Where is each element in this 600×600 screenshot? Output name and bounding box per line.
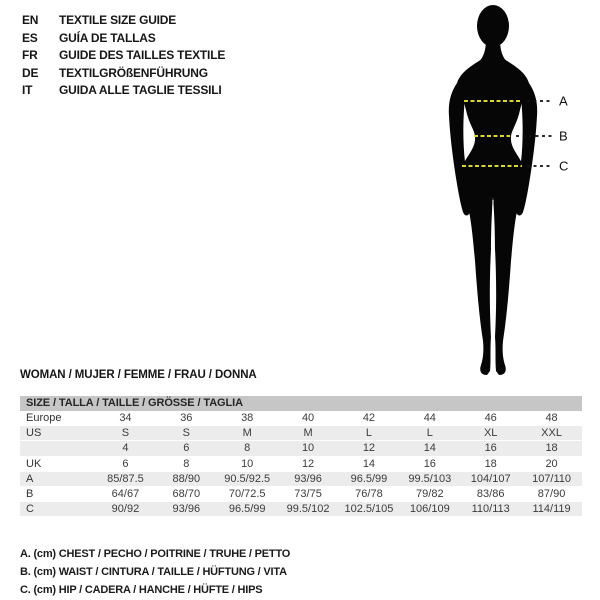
table-cell: 96.5/99 <box>228 503 266 516</box>
measure-label-c: C <box>559 158 569 174</box>
table-cell: 88/90 <box>172 472 201 485</box>
language-code: EN <box>22 13 39 27</box>
language-label: TEXTILGRÖßENFÜHRUNG <box>59 65 208 80</box>
table-cell: 6 <box>122 457 129 470</box>
table-row <box>20 472 582 487</box>
measure-label-a: A <box>559 93 568 109</box>
table-cell: 42 <box>362 412 376 424</box>
table-cell: 8 <box>244 442 251 455</box>
language-label: GUIDA ALLE TAGLIE TESSILI <box>59 83 222 97</box>
table-cell: M <box>303 427 313 440</box>
table-cell: 44 <box>423 412 436 424</box>
table-cell: 12 <box>362 442 376 455</box>
row-label: A <box>26 472 34 485</box>
row-label: US <box>26 427 42 440</box>
language-code: FR <box>22 48 38 62</box>
table-row <box>20 411 582 426</box>
table-cell: 14 <box>362 457 376 470</box>
row-label: Europe <box>26 412 62 424</box>
table-cell: 70/72.5 <box>228 487 266 500</box>
table-cell: 83/86 <box>476 487 505 500</box>
language-row <box>22 82 225 100</box>
table-cell: 14 <box>423 442 436 455</box>
language-row <box>22 47 225 65</box>
table-cell: 106/109 <box>409 503 450 516</box>
size-table <box>20 396 582 517</box>
table-row <box>20 457 582 472</box>
table-cell: 73/75 <box>294 487 322 500</box>
section-title: WOMAN / MUJER / FEMME / FRAU / DONNA <box>20 369 257 381</box>
table-cell: 76/78 <box>355 487 383 500</box>
measure-label-b: B <box>559 128 568 144</box>
legend-chest: A. (cm) CHEST / PECHO / POITRINE / TRUHE / PETTO <box>20 548 291 560</box>
table-cell: 64/67 <box>111 487 140 500</box>
language-row <box>22 65 225 83</box>
table-row <box>20 487 582 502</box>
table-cell: 99.5/102 <box>286 503 330 516</box>
table-cell: 90.5/92.5 <box>224 472 271 485</box>
table-row <box>20 441 582 456</box>
table-cell: S <box>121 427 130 440</box>
language-row <box>22 30 225 48</box>
table-cell: 38 <box>241 412 254 424</box>
table-row <box>20 426 582 441</box>
size-table-body <box>20 411 582 517</box>
language-code: IT <box>22 83 33 97</box>
table-cell: 79/82 <box>416 487 444 500</box>
table-cell: L <box>365 427 372 440</box>
table-cell: 114/119 <box>532 503 571 516</box>
table-cell: 18 <box>484 457 497 470</box>
language-code: DE <box>22 65 39 80</box>
table-cell: 93/96 <box>294 472 322 485</box>
table-cell: 34 <box>119 412 132 424</box>
row-label: C <box>26 503 34 516</box>
table-cell: 10 <box>301 442 315 455</box>
table-row <box>20 502 582 517</box>
table-cell: 20 <box>545 457 558 470</box>
table-cell: 107/110 <box>532 472 572 485</box>
language-label: GUIDE DES TAILLES TEXTILE <box>59 48 226 62</box>
table-cell: 102.5/105 <box>344 503 394 516</box>
table-cell: 48 <box>545 412 558 424</box>
table-cell: 96.5/99 <box>350 472 388 485</box>
language-label: TEXTILE SIZE GUIDE <box>59 13 177 27</box>
table-cell: 6 <box>183 442 190 455</box>
table-cell: 68/70 <box>172 487 201 500</box>
table-cell: 93/96 <box>172 503 201 516</box>
table-cell: 85/87.5 <box>107 472 144 485</box>
table-cell: 40 <box>301 412 315 424</box>
table-cell: 10 <box>241 457 254 470</box>
legend-waist: B. (cm) WAIST / CINTURA / TAILLE / HÜFTUNG / VITA <box>20 566 287 579</box>
table-cell: 4 <box>122 442 129 455</box>
row-label: UK <box>26 457 42 470</box>
size-table-header: SIZE / TALLA / TAILLE / GRÖSSE / TAGLIA <box>20 396 582 411</box>
table-cell: 110/113 <box>471 503 510 516</box>
table-cell: S <box>182 427 190 440</box>
table-cell: M <box>242 427 252 440</box>
table-cell: 99.5/103 <box>408 472 452 485</box>
table-cell: XL <box>483 427 498 440</box>
language-row <box>22 12 225 30</box>
language-label: GUÍA DE TALLAS <box>59 30 156 45</box>
table-cell: 87/90 <box>537 487 566 500</box>
table-cell: 8 <box>183 457 190 470</box>
table-cell: 16 <box>423 457 436 470</box>
measurement-legend <box>20 545 290 600</box>
language-code: ES <box>22 30 38 45</box>
table-cell: 12 <box>301 457 315 470</box>
table-cell: XXL <box>541 427 562 440</box>
row-label: B <box>26 487 34 500</box>
table-cell: L <box>426 427 433 440</box>
legend-hip: C. (cm) HIP / CADERA / HANCHE / HÜFTE / HIPS <box>20 584 263 597</box>
table-cell: 18 <box>545 442 558 455</box>
table-cell: 36 <box>180 412 193 424</box>
table-cell: 90/92 <box>111 503 140 516</box>
table-cell: 16 <box>484 442 497 455</box>
woman-silhouette <box>393 0 600 380</box>
table-cell: 46 <box>484 412 497 424</box>
row-label <box>20 441 95 456</box>
language-list <box>22 12 225 100</box>
table-cell: 104/107 <box>470 472 511 485</box>
